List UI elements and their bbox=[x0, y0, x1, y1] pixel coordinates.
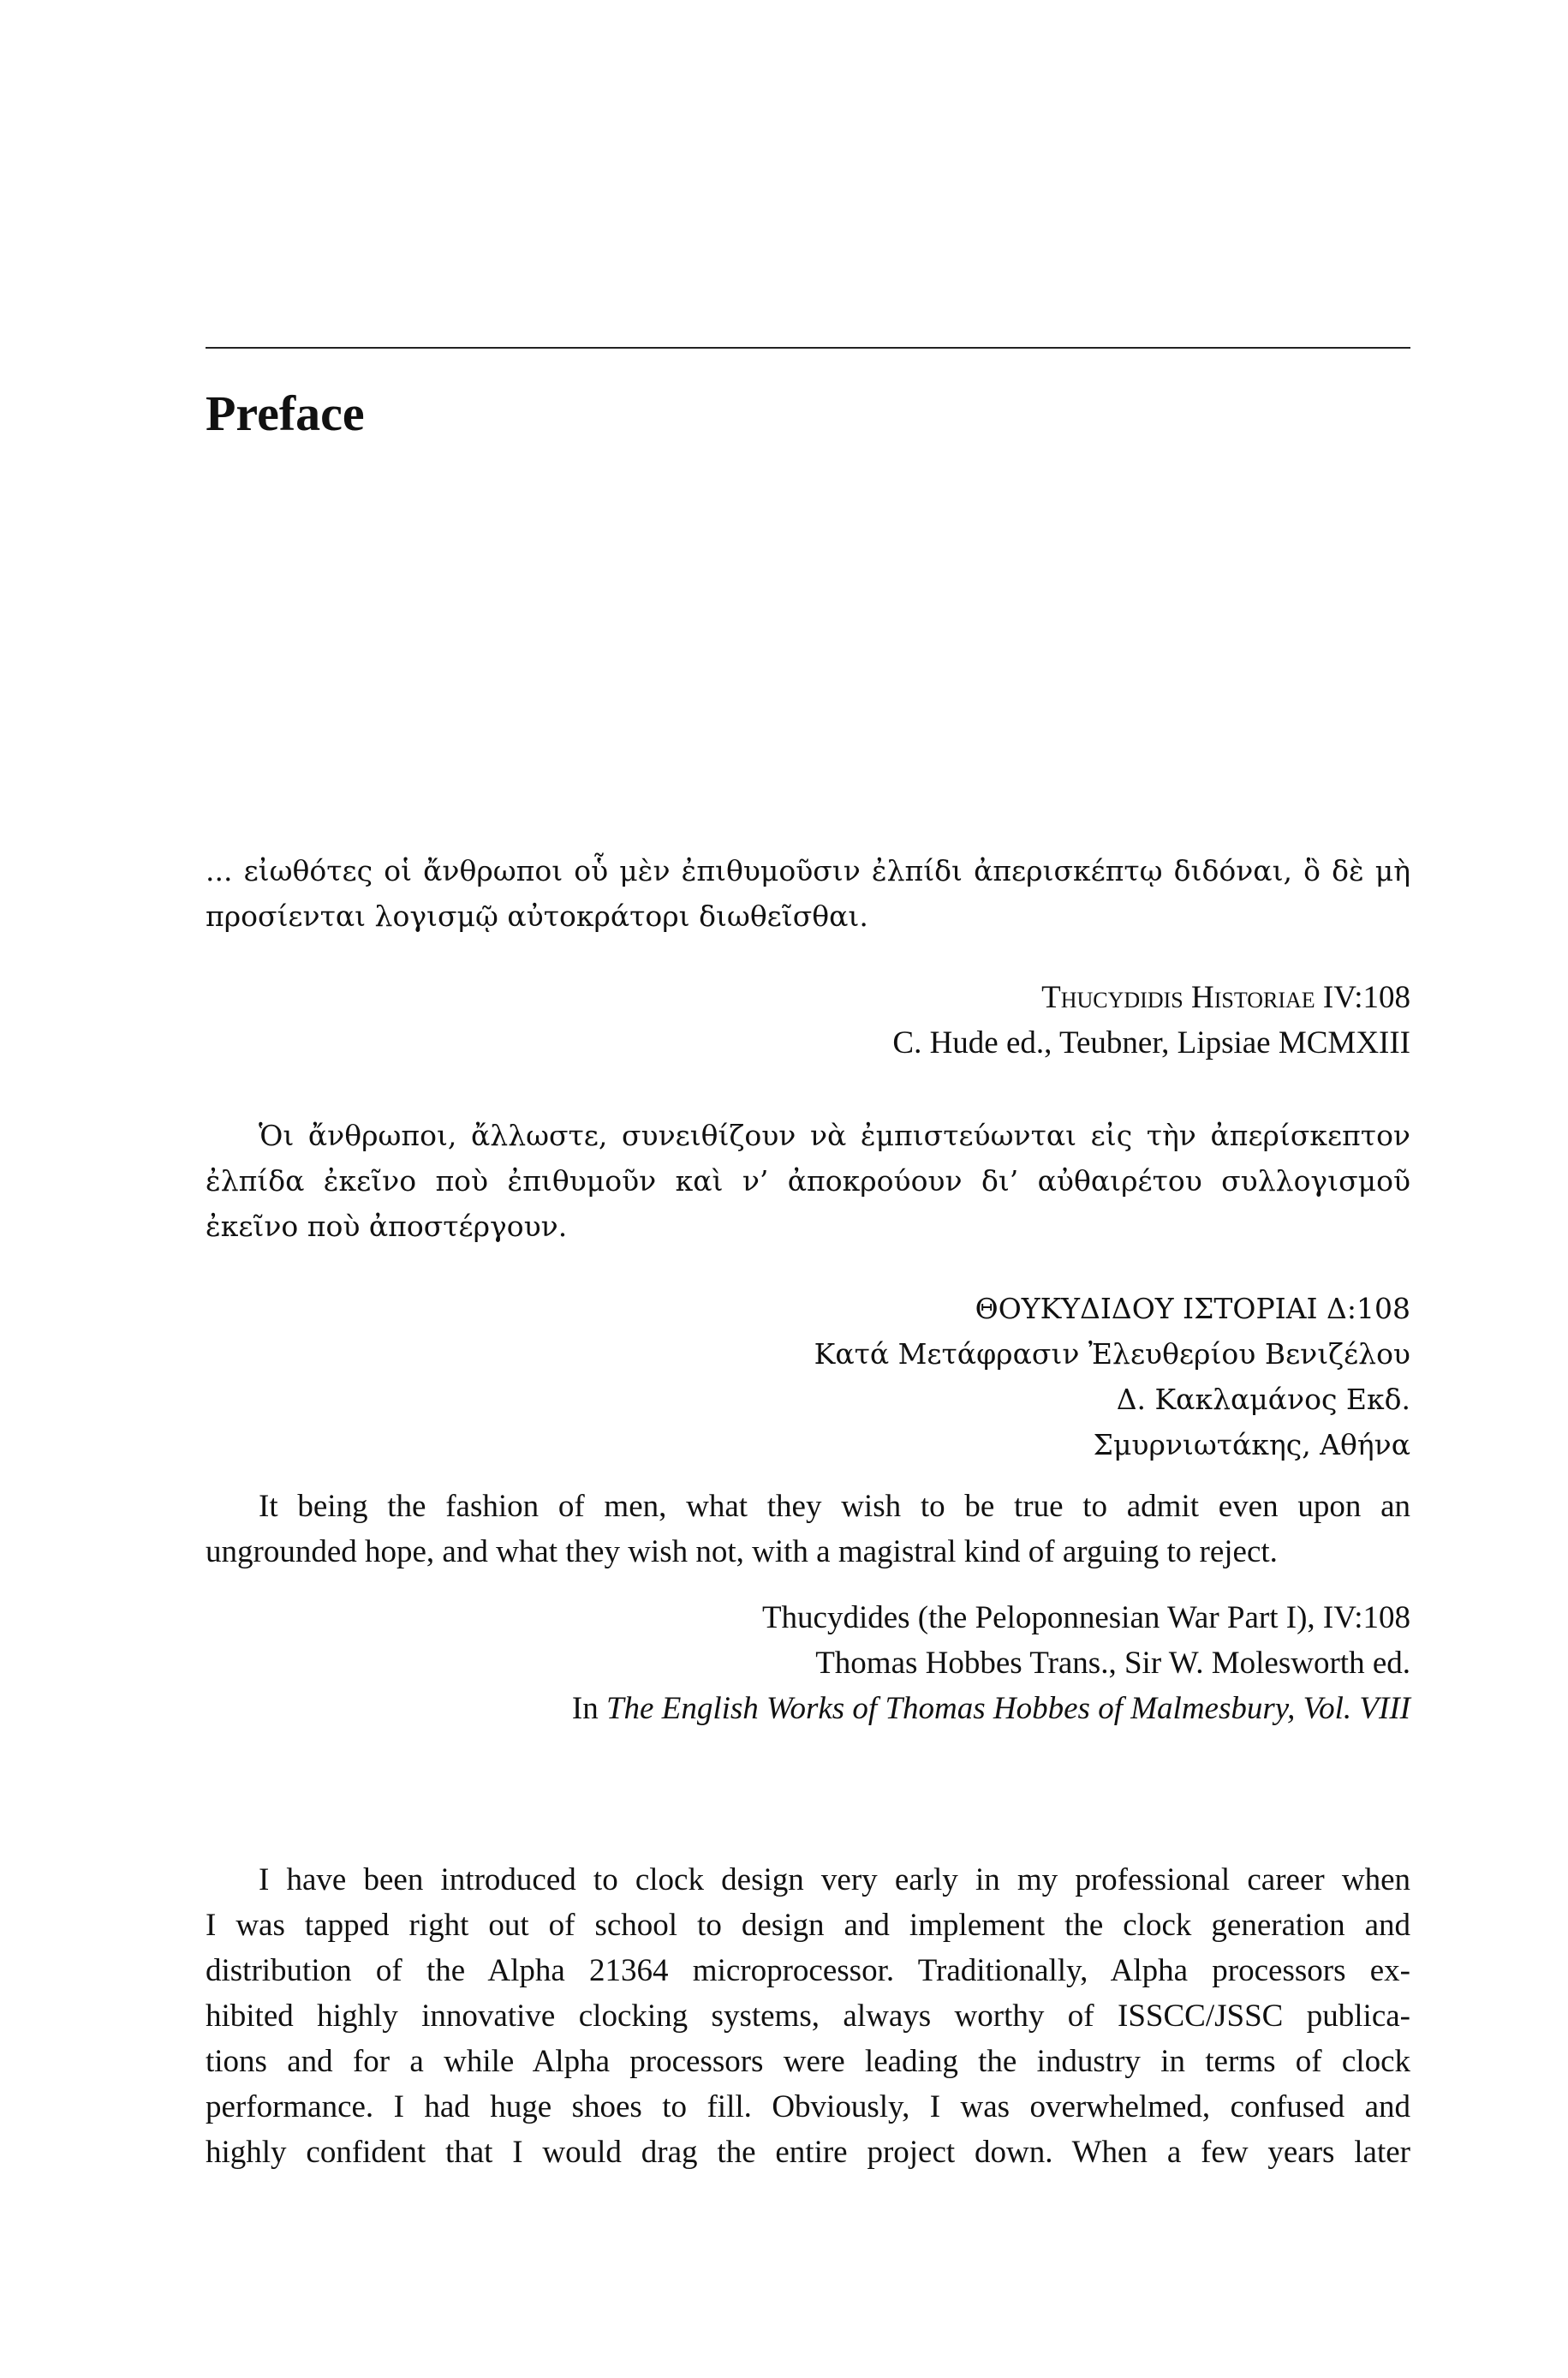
ancient-greek-attribution bbox=[206, 975, 1410, 1066]
attribution-line: ΘΟΥΚΥΔΙΔΟΥ ΙΣΤΟΡΙΑΙ Δ:108 bbox=[975, 1292, 1410, 1325]
body-line: I have been introduced to clock design very early in my professional career when bbox=[259, 1862, 1410, 1897]
quote-line: προσίενται λογισμῷ αὐτοκράτορι διωθεῖσθαι. bbox=[206, 899, 868, 933]
attribution-line: Thomas Hobbes Trans., Sir W. Molesworth ed. bbox=[815, 1646, 1410, 1681]
body-line: performance. I had huge shoes to fill. Obviously, I was overwhelmed, confused and bbox=[206, 2089, 1410, 2124]
quote-line: ἐλπίδα ἐκεῖνο ποὺ ἐπιθυμοῦν καὶ ν’ ἀποκρούουν δι’ αὐθαιρέτου συλλογισμοῦ bbox=[206, 1164, 1410, 1198]
modern-greek-attribution bbox=[206, 1286, 1410, 1467]
work-title: The English Works of Thomas Hobbes of Malmesbury, Vol. VIII bbox=[605, 1691, 1410, 1726]
body-paragraph bbox=[206, 1857, 1410, 2175]
attribution-line: Σμυρνιωτάκης, Αθήνα bbox=[1093, 1428, 1410, 1461]
body-line: highly confident that I would drag the entire project down. When a few years later bbox=[206, 2135, 1410, 2170]
attribution-line: Thucydides (the Peloponnesian War Part I), IV:108 bbox=[761, 1600, 1410, 1635]
quote-line: It being the fashion of men, what they wish to be true to admit even upon an bbox=[259, 1489, 1410, 1524]
quote-line: Ὁι ἄνθρωποι, ἄλλωστε, συνειθίζουν νὰ ἐμπιστεύωνται εἰς τὴν ἀπερίσκεπτον bbox=[259, 1119, 1410, 1152]
body-line: I was tapped right out of school to design and implement the clock generation and bbox=[206, 1908, 1410, 1943]
quote-line: ... εἰωθότες οἱ ἄνθρωποι οὗ μὲν ἐπιθυμοῦσιν ἐλπίδι ἀπερισκέπτῳ διδόναι, ὃ δὲ μὴ bbox=[206, 854, 1410, 887]
quote-line: ἐκεῖνο ποὺ ἀποστέργουν. bbox=[206, 1210, 568, 1243]
attribution-line: Thucydidis Historiae IV:108 bbox=[1041, 980, 1410, 1015]
attribution-line bbox=[206, 1686, 1410, 1731]
english-quote bbox=[206, 1484, 1410, 1574]
body-line: hibited highly innovative clocking systems, always worthy of ISSCC/JSSC publica- bbox=[206, 1999, 1410, 2034]
body-line: tions and for a while Alpha processors were leading the industry in terms of clock bbox=[206, 2044, 1410, 2079]
body-line: distribution of the Alpha 21364 microprocessor. Traditionally, Alpha processors ex- bbox=[206, 1953, 1410, 1988]
ancient-greek-quote bbox=[206, 848, 1410, 939]
attribution-line: C. Hude ed., Teubner, Lipsiae MCMXIII bbox=[892, 1025, 1410, 1061]
chapter-title: Preface bbox=[206, 385, 365, 441]
english-attribution bbox=[206, 1595, 1410, 1731]
chapter-rule bbox=[206, 347, 1410, 349]
attribution-line: Δ. Κακλαμάνος Εκδ. bbox=[1116, 1383, 1410, 1416]
modern-greek-quote bbox=[206, 1113, 1410, 1249]
attribution-prefix: In bbox=[571, 1691, 606, 1726]
attribution-line: Κατά Μετάφρασιν Ἐλευθερίου Βενιζέλου bbox=[814, 1337, 1410, 1371]
quote-line: ungrounded hope, and what they wish not, with a magistral kind of arguing to reject. bbox=[206, 1534, 1278, 1569]
